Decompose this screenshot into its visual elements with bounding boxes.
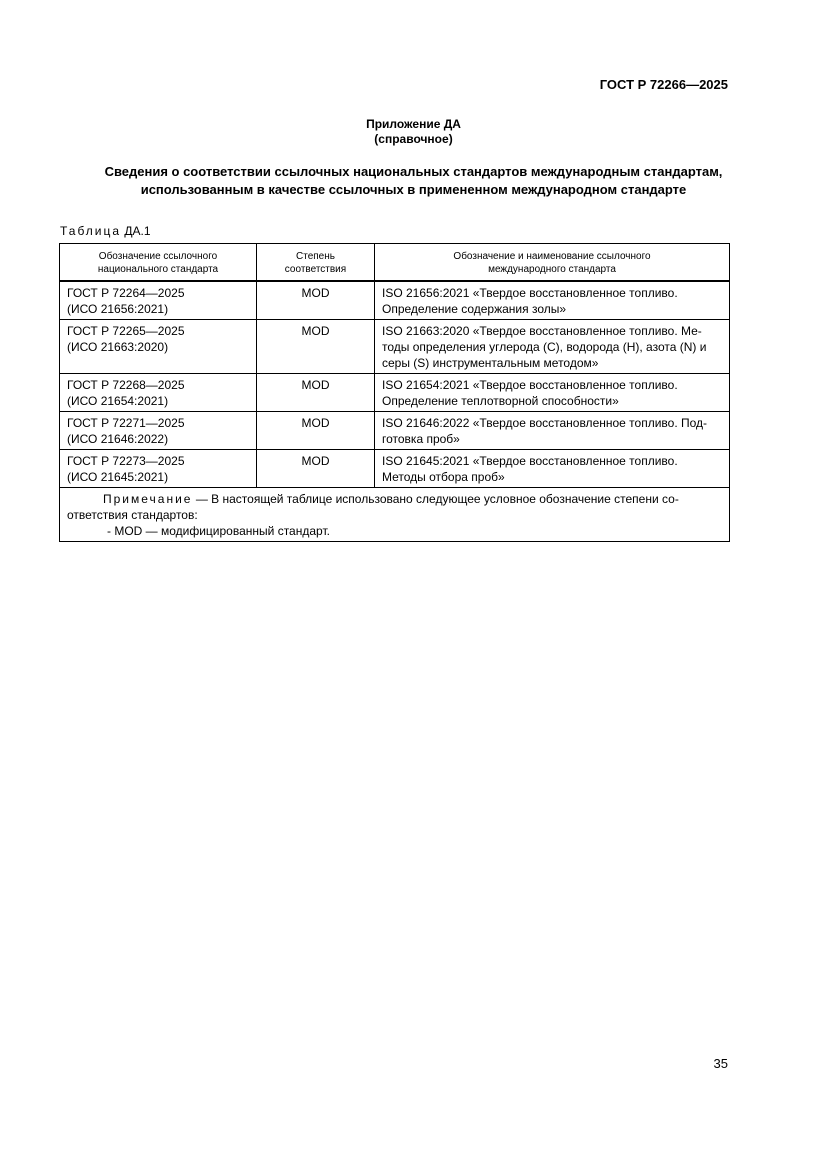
note-text-continued: ответствия стандартов: [67, 508, 198, 522]
note-list-item: - MOD — модифицированный стандарт. [107, 524, 330, 538]
degree-cell: MOD [257, 450, 375, 488]
table-row [60, 281, 730, 320]
cell-text: ISO 21654:2021 «Твердое восстановленное топливо. [382, 378, 678, 392]
degree-cell: MOD [257, 412, 375, 450]
cell-text: ГОСТ Р 72265—2025 [67, 324, 185, 338]
header-text: национального стандарта [97, 263, 219, 275]
degree-cell: MOD [257, 281, 375, 320]
header-international-standard [375, 244, 730, 282]
header-text: Степень [296, 250, 335, 262]
national-standard-cell [60, 374, 257, 412]
table-caption-number: ДА.1 [124, 224, 151, 238]
document-title-line: Сведения о соответствии ссылочных национальных стандартов международным стандартам, [104, 164, 723, 179]
table-row [60, 320, 730, 374]
header-text: международного стандарта [488, 263, 616, 275]
cell-text: ISO 21646:2022 «Твердое восстановленное топливо. Под- [382, 416, 708, 430]
note-label: Примечание [103, 492, 193, 506]
appendix-type: (справочное) [374, 132, 453, 146]
header-correspondence-degree [257, 244, 375, 282]
international-standard-cell [375, 450, 730, 488]
cell-text: (ИСО 21646:2022) [67, 432, 169, 446]
international-standard-cell [375, 320, 730, 374]
table-header-row [60, 244, 730, 282]
cell-text: ГОСТ Р 72271—2025 [67, 416, 185, 430]
header-text: соответствия [284, 263, 347, 275]
cell-text: (ИСО 21654:2021) [67, 394, 169, 408]
table-caption-word: Таблица [60, 224, 122, 238]
document-code: ГОСТ Р 72266—2025 [599, 77, 728, 92]
cell-text: (ИСО 21645:2021) [67, 470, 169, 484]
cell-text: (ИСО 21663:2020) [67, 340, 169, 354]
cell-text: ГОСТ Р 72264—2025 [67, 286, 185, 300]
document-title-line: использованным в качестве ссылочных в примененном международном стандарте [140, 182, 687, 197]
cell-text: (ИСО 21656:2021) [67, 302, 169, 316]
degree-cell: MOD [257, 320, 375, 374]
cell-text: ISO 21645:2021 «Твердое восстановленное топливо. [382, 454, 678, 468]
cell-text: ISO 21656:2021 «Твердое восстановленное топливо. [382, 286, 678, 300]
cell-text: Методы отбора проб» [382, 470, 505, 484]
appendix-title: Приложение ДА [366, 117, 461, 131]
note-text: В настоящей таблице использовано следующее условное обозначение степени со- [211, 492, 679, 506]
appendix-heading [0, 117, 827, 147]
cell-text: ГОСТ Р 72273—2025 [67, 454, 185, 468]
table-caption [60, 224, 151, 238]
cell-text: тоды определения углерода (С), водорода (Н), азота (N) и [382, 340, 707, 354]
national-standard-cell [60, 281, 257, 320]
cell-text: готовка проб» [382, 432, 460, 446]
note-paragraph [67, 491, 722, 507]
national-standard-cell [60, 412, 257, 450]
page-number: 35 [713, 1056, 728, 1071]
document-title [40, 163, 787, 199]
header-national-standard [60, 244, 257, 282]
header-text: Обозначение ссылочного [98, 250, 218, 262]
standards-correspondence-table [59, 243, 730, 542]
table-row [60, 450, 730, 488]
note-dash: — [195, 492, 208, 506]
cell-text: ISO 21663:2020 «Твердое восстановленное топливо. Ме- [382, 324, 702, 338]
table-note-row [60, 488, 730, 542]
header-text: Обозначение и наименование ссылочного [453, 250, 651, 262]
cell-text: Определение содержания золы» [382, 302, 567, 316]
national-standard-cell [60, 450, 257, 488]
degree-cell: MOD [257, 374, 375, 412]
international-standard-cell [375, 374, 730, 412]
table-row [60, 374, 730, 412]
table-note [60, 488, 730, 542]
cell-text: ГОСТ Р 72268—2025 [67, 378, 185, 392]
national-standard-cell [60, 320, 257, 374]
cell-text: серы (S) инструментальным методом» [382, 356, 599, 370]
table-row [60, 412, 730, 450]
international-standard-cell [375, 281, 730, 320]
international-standard-cell [375, 412, 730, 450]
cell-text: Определение теплотворной способности» [382, 394, 619, 408]
